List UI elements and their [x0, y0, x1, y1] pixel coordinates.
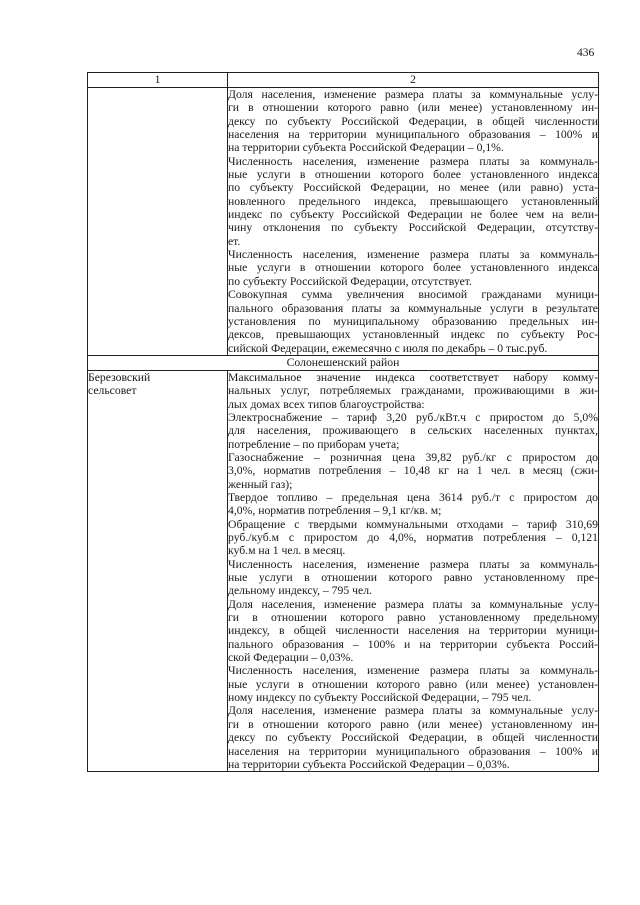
paragraph [228, 371, 598, 411]
row2-municipality-cell [88, 370, 228, 771]
text-line: Численность населения, изменение размера платы за коммуналь- [228, 248, 598, 262]
text-line: индекс по субъекту Российской Федерации не более чем на вели- [228, 208, 598, 222]
section-title: Солонешенский район [88, 355, 599, 370]
text-line: Доля населения, изменение размера платы за коммунальные услу- [228, 597, 598, 611]
text-line: для населения, проживающего в сельских населенных пунктах, [228, 424, 598, 438]
paragraph [228, 88, 598, 155]
text-line: ги в отношении которого равно (или менее) установленному ин- [228, 101, 598, 115]
text-line: Доля населения, изменение размера платы за коммунальные услу- [228, 88, 598, 101]
text-line: ской Федерации – 0,03%. [228, 651, 354, 665]
text-line: Электроснабжение – тариф 3,20 руб./кВт.ч с приростом до 5,0% [228, 410, 598, 424]
text-line: нальных услуг, потребляемых гражданами, проживающими в жи- [228, 384, 598, 398]
document-table [87, 72, 599, 772]
text-line: ги в отношении которого равно установленному предельному [228, 611, 598, 625]
text-line: Численность населения, изменение размера платы за коммуналь- [228, 154, 598, 168]
text-line: по субъекту Российской Федерации, но менее (или равно) уста- [228, 181, 598, 195]
text-line: руб./куб.м с приростом до 4,0%, норматив потребления – 0,121 [228, 531, 598, 544]
text-line: ному индексу по субъекту Российской Федерации, – 795 чел. [228, 691, 532, 705]
text-line: Максимальное значение индекса соответствует набору комму- [228, 370, 598, 384]
page-number: 436 [577, 47, 595, 59]
text-line: дельному индексу, – 795 чел. [228, 584, 372, 598]
table-row [88, 370, 599, 771]
text-line: установления по муниципальному образованию предельных ин- [228, 314, 598, 328]
text-line: населения на территории муниципального образования – 100% и [228, 744, 598, 758]
paragraph [228, 558, 598, 598]
text-line: ет. [228, 234, 241, 248]
text-line: Газоснабжение – розничная цена 39,82 руб./кг с приростом до [228, 450, 598, 464]
row1-paragraphs [228, 88, 598, 355]
text-line: дексов, превышающих установленный индекс по субъекту Рос- [228, 328, 598, 342]
municipality-name-line-2: сельсовет [88, 384, 137, 398]
text-line: 4,0%, норматив потребления – 9,1 кг/кв. м; [228, 504, 442, 518]
header-col-2: 2 [228, 73, 599, 88]
paragraph [228, 664, 598, 704]
text-line: населения на территории муниципального образования – 100% и [228, 128, 598, 142]
text-line: Численность населения, изменение размера платы за коммуналь- [228, 664, 598, 678]
text-line: дексу по субъекту Российской Федерации, в общей численности [228, 731, 598, 745]
text-line: Обращение с твердыми коммунальными отходами – тариф 310,69 [228, 517, 598, 531]
text-line: ные услуги в отношении которого равно (или менее) установлен- [228, 677, 598, 691]
paragraph [228, 518, 598, 558]
text-line: Доля населения, изменение размера платы за коммунальные услу- [228, 704, 598, 718]
text-line: ги в отношении которого равно (или менее) установленному ин- [228, 717, 598, 731]
text-line: 3,0%, норматив потребления – 10,48 кг на 1 чел. в месяц (сжи- [228, 464, 598, 478]
row2-description-cell [228, 370, 599, 771]
table-row [88, 88, 599, 356]
text-line: сийской Федерации, ежемесячно с июля по декабрь – 0 тыс.руб. [228, 341, 548, 355]
text-line: Численность населения, изменение размера платы за коммуналь- [228, 557, 598, 571]
paragraph [228, 248, 598, 288]
text-line: по субъекту Российской Федерации, отсутствует. [228, 274, 472, 288]
text-line: лых домах всех типов благоустройства: [228, 397, 425, 411]
text-line: ные услуги в отношении которого более установленного индекса [228, 168, 598, 182]
text-line: новленного предельного индекса, превышающего установленный [228, 194, 598, 208]
paragraph [228, 704, 598, 771]
text-line: на территории субъекта Российской Федерации – 0,03%. [228, 757, 510, 771]
text-line: ные услуги в отношении которого равно установленному пре- [228, 571, 598, 585]
paragraph [228, 411, 598, 451]
header-col-1: 1 [88, 73, 228, 88]
paragraph [228, 598, 598, 665]
row1-description-cell [228, 88, 599, 356]
paragraph [228, 451, 598, 491]
municipality-name-line-1: Березовский [88, 370, 151, 384]
paragraph [228, 491, 598, 518]
text-line: на территории субъекта Российской Федерации – 0,1%. [228, 141, 504, 155]
text-line: ные услуги в отношении которого более установленного индекса [228, 261, 598, 275]
text-line: потребление – по приборам учета; [228, 437, 400, 451]
paragraph [228, 288, 598, 355]
text-line: женный газ); [228, 477, 293, 491]
section-row [88, 355, 599, 370]
paragraph [228, 155, 598, 248]
text-line: индексу, в общей численности населения на территории муници- [228, 624, 598, 638]
text-line: чину отклонения по субъекту Российской Федерации, отсутству- [228, 221, 598, 235]
table-header-row [88, 73, 599, 88]
text-line: пального образования – 100% и на территории субъекта Россий- [228, 637, 598, 651]
text-line: Совокупная сумма увеличения вносимой гражданами муници- [228, 288, 598, 302]
text-line: пального образования платы за коммунальные услуги в результате [228, 301, 598, 315]
text-line: Твердое топливо – предельная цена 3614 руб./т с приростом до [228, 490, 598, 504]
text-line: дексу по субъекту Российской Федерации, в общей численности [228, 114, 598, 128]
row2-paragraphs [228, 371, 598, 771]
row1-municipality-cell [88, 88, 228, 356]
text-line: куб.м на 1 чел. в месяц. [228, 544, 346, 558]
